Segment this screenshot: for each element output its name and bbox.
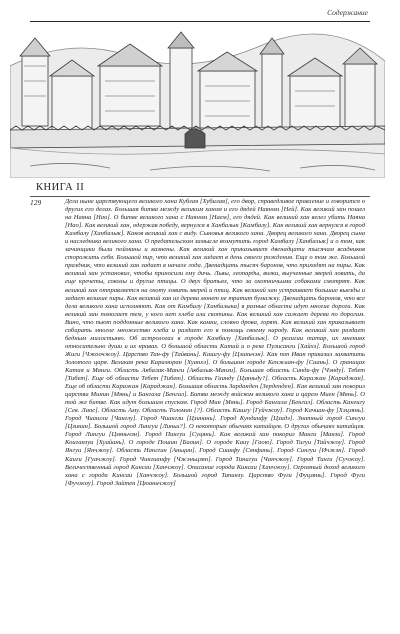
city-engraving-illustration	[10, 26, 385, 178]
page-header	[0, 6, 400, 20]
running-title: Содержание	[327, 8, 368, 17]
page-number: 129	[30, 198, 42, 207]
title-rule	[30, 196, 370, 197]
chapter-summary-text: Дела ныне царствующего великого хана Кублая [Хубилая], его двор, справедливое правление и говорится о других его делах. Большая битва между великим ханом и его дядей Наяном [Ней]. Как великий хан пошел на Наяна [Нао]. О битве великого хана с Наяном [Наем], его дядей. Как великий хан велел убить Наяна [Нао]. Как великий хан, одержав победу, вернулся в Ханбалык [Камбалу]. Как великий хан вернулся в город Камбалу [Ханбалык]. Каков великий хан с виду. Сыновья великого хана. Дворец великого хана. Дворец сына и наследника великого хана. О предательском замысле возмутить город Камбалу [Ханбалык] и о том, как зачинщики были пойманы и казнены. Как великий хан приказывает двенадцати тысячам всадников сторожить себя. Большой пир, что великий хан задает в день своего рождения. Еще о том же. Большой праздник, что великий хан задает в начале года. Двенадцать тысяч баронов, что приходят на пиры. Как великий хан установил, чтобы приносили ему дичь. Львы, леопарды, волки, выученные зверей ловить, да еще кречеты, соколы и другие птицы. О двух братьях, что за охотничьими собаками смотрят. Как великий хан отправляется на охоту ловить зверей и птиц. Как великий хан устраивает большие выезды и задает великие пиры. Как великий хан из дерева монет не тратит бумажку. Двенадцать баронов, что все дела великого хана исполняют. Как от Камбалу [Ханбалыка] в разные области идут многие дороги. Как великий хан помогает тем, у кого нет хлеба или скотины. Как великий хан сажает дерева по дорогам. Вино, что пьют поддонные великого хана. Как камни, словно дрова, горят. Как великий хан приказывает собирать многое множество хлеба и раздает его в помощь своему народу. Как великий хан раздает бедным милостыню. Об астрологах в городе Камбалу [Ханбалык]. О религии татар, их мнениях относительно души и их нравах. О большой области Катай и о реке Пулисанги [Хайхэ]. Большой город Жиги [Чжоочжоу]. Царство Тан-фу [Тайвань]. Кашгу-фу [Цзиньчэн]. Как поп Иван приказал захватить Золотого царя. Великая река Караморан [Хуанхэ]. О большом городе Кенжиан-фу [Сиань]. О границах Катая и Манги. Область Акбалак-Манги [Акбалык-Манзи]. Большая область Синди-фу [Чэнду]. Тебет [Тибет]. Еще об области Тебет [Тибет]. Область Гаинду [Цзяньду?]. Область Каражан [Караджан]. Еще об области Каражан [Караджан]. Большая область Зарданден [Зерденден]. Как великий хан покорил царства Минин [Мянь] и Бангала [Бенгал]. Битва между войском великого хана и царем Миен [Мянь]. О той же битве. Как идут большим спуском. Город Мин [Мянь]. Город Бангала [Бенгал]. Область Кангигу [Сев. Лаос]. Область Аму. Область Толоман [?]. Область Кашгу [Гуйчжоу]. Город Качиан-фу [Хэцзянь]. Город Чиангли [Чанглу]. Город Чиангли [Цзинань]. Город Кундинфу [Цзидэ]. Знатный город Сингуи [Цзинин]. Большой город Лингуи [Линьи?]. О некоторых обычаях катайцев. О других обычаях катайцев. Город Лингуи [Цзяньчэн]. Город Пингуи [Суцянь]. Как великий хан покорил Манги [Манзи]. Город Коиганзуи [Хуайань]. О городе Пошин [Баоин]. О городе Каиу [Гаою]. Город Тигуи [Тайчжоу]. Город Янгуи [Янчжоу]. Область Нанггин [Аньцин]. Город Сианфу [Сянфань]. Город Сингуи [Ичжэн]. Город Каиги [Гуачжоу]. Город Чингианфу [Чжэньцзян]. Город Тинигуи [Чанчжоу]. Город Тинги [Сучжоу]. Величественный город Кинсаи [Ханчжоу]. Описание города Кинсаи [Ханчжоу]. Огромный доход великого хана с города Кинсаи [Ханчжоу]. Большой город Тапинзу. Царство Фуги [Фуцзянь]. Город Фуги [Фучжоу]. Город Зайтен [Цюаньчжоу]	[65, 198, 365, 487]
engraving-city-icon	[10, 26, 385, 178]
header-rule	[30, 21, 370, 22]
section-title: КНИГА II	[36, 182, 85, 193]
